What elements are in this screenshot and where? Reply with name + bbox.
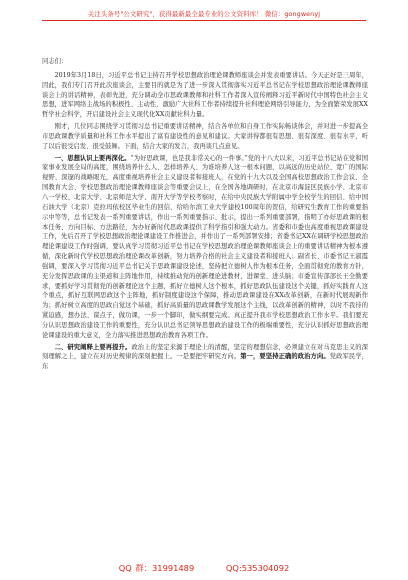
qq-group-number: QQ 群：31991489 [118, 563, 195, 573]
speech-body [42, 57, 368, 372]
salutation: 同志们： [42, 58, 68, 65]
paragraph-intro: 2019年3月18日，习近平总书记主持召开学校思想政治理论课教师座谈会并发表重要讲话。今天正好是三周年，因此，我们专门召开此次座谈会，主要目的就是为了进一步深入贯彻落实习近平总书记在学校思想政治理论课教师座谈会上的讲话精神，表彰先进，充分调动全市思政课教师和社科工作者深入宣传阐释习近平新时代中国特色社会主义思想，进军网络主战场的积极性、主动性，激励广大社科工作者持续提升社科理论网络引导能力，为全面繁荣发展XX哲学社会科学，开启建设社会主义现代化XX贡献社科力量。 [42, 71, 368, 119]
qq-contact-number: QQ:535304092 [225, 563, 290, 573]
section-1-paragraph: 一、思想认识上要再深化。“为好思政课，也是我非常关心的一件事。”党的十八大以来，习近平总书记站在党和国家事业发展全局的高度，围绕培养什么人、怎样培养人、为谁培养人这一根本问题，以高远的历史站位、宽广的国际视野、深邃的战略眼光，高度重视培养社会主义建设者和接班人，在党的十九大以及全国高校思想政治工作会议、全国教育大会、学校思想政治理论课教师座谈会等重要会议上，在全国各地调研时，在北京市海淀区民族小学、北京市八一学校、北京大学、北京师范大学、南开大学等学校考察时，在给中央民族大学附属中学全校学生的回信、给中国石油大学（北京）克拉玛依校区毕业生的回信、给哈尔滨工业大学建校100周年的贺信，给研究生教育工作的重要指示中等等，总书记发表一系列重要讲话，作出一系列重要指示、批示，提出一系列重要部署，指明了办好思政课的根本任务、方向目标、方法路径，为办好新时代思政课提供了科学指引和强大动力。省委和市委也高度重视思政课建设工作，先后召开了学校思想政治理论课建设工作推进会，并作出了一系列部署安排；省委书记XX在调研学校思想政治理论课建设工作时强调，要认真学习贯彻习近平总书记在学校思想政治理论课教师座谈会上的重要讲话精神为根本遵循，深化新时代学校思想政治理论课改革创新，努力培养合格的社会主义建设者和接班人；副省长、市委书记王淑霞强调，要深入学习贯彻习近平总书记关于思政课建设论述，坚持把立德树人作为根本任务，全面贯彻党的教育方针，充分发挥思政课的主渠道和主阵地作用，持续推动党的创新理论进教材、进课堂、进头脑；市委宣传部部长王全勤要求，要抓好学习贯彻党的创新理论这个主题，抓好立德树人这个根本，抓好思政队伍建设这个关键，抓好实践育人这个重点，抓好互联网思政这个主阵地，抓好制度建设这个保障，推动思政课建设在XX改革创新，在新时代展现新作为；抓好树立高度的思政自觉这个基础，抓好高质量的思政课教学发展这个主线，以改革创新的精神，以时不我待的紧迫感，想办法、谋点子，做功课，一步一个脚印，做实纲要完成。真正提升我市学校思想政治工作水平。我们要充分认识思想政治建设工作的重要性，充分认识总书记领导思想政治建设工作的极端重要性，充分认识抓好思想政治理论课建设的重大意义，全力落实推进思想政治教育各项工作。 [42, 154, 368, 339]
section-heading-b1: 第一，要坚持正确的政治方向。 [240, 353, 330, 361]
section-heading-h1: 一、思想认识上要再深化。 [54, 154, 131, 162]
section-2-paragraph: 二、研究阐释上要再提升。政治上的坚定来源于理论上的清醒，坚定的理想信念，必须建立在对马克思主义的深刻理解之上，建立在对历史规律的深刻把握上。一是要把牢研究方向。第一，要坚持正确的政治方向。党政军民学，东 [42, 343, 369, 371]
contact-footer [0, 563, 408, 574]
banner-divider [42, 20, 366, 21]
section-heading-h2: 二、研究阐释上要再提升。 [54, 343, 132, 351]
paragraph-feedback: 刚才，几位同志围绕学习贯彻习总书记重要讲话精神，结合各单位和自身工作实际畅谈体会，并对进一步提高全市思政课教学质量和社科工作水平提出了富有建设性的意见和建议。大家讲得都很有思想、很有深度、很有水平，听了以后很受启发、很受鼓舞。下面，结合大家的发言，我再谈几点意见。 [42, 123, 368, 150]
promo-banner: 关注头条号"公文研究"，获得最新最全最专业的公文资料库！ 微信：gongwenyj [87, 10, 321, 18]
